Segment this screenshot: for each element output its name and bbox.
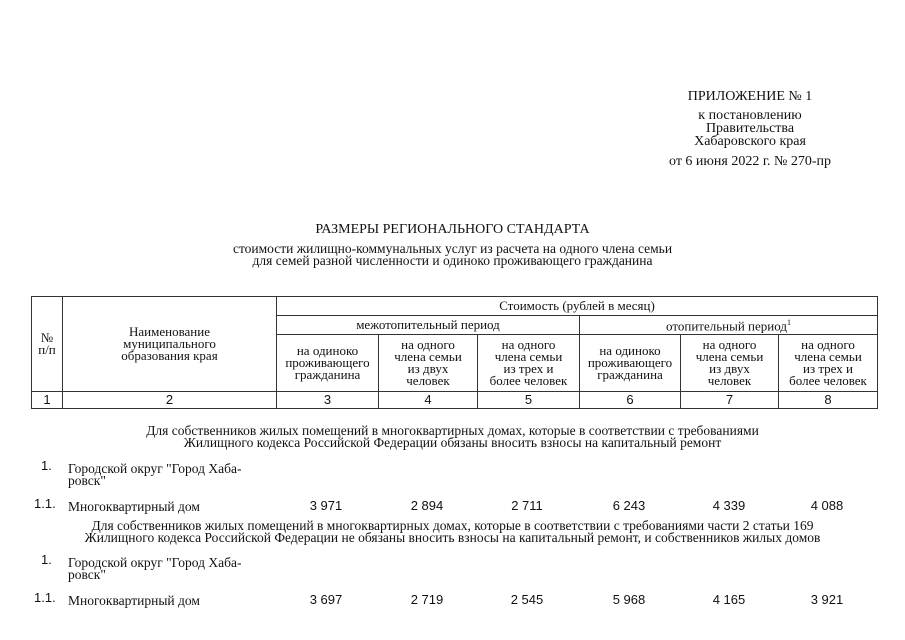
group-number: 1.	[41, 458, 52, 473]
group-name: Городской округ "Город Хаба- ровск"	[68, 555, 242, 582]
sub-header-three: на одного члена семьи из трех и более человек	[478, 335, 580, 392]
value-cell: 2 719	[410, 592, 444, 607]
column-number: 8	[779, 392, 878, 409]
footnote-mark: 1	[786, 318, 791, 328]
column-number: 1	[32, 392, 63, 409]
value-cell: 3 921	[810, 592, 844, 607]
sub-header-single: на одиноко проживающего гражданина	[277, 335, 379, 392]
section-note: Для собственников жилых помещений в многоквартирных домах, которые в соответствии с требованиями части 2 статьи 169 Жилищного кодекса Российской Федерации не обязаны вносить взносы на капитальный ремонт, и собственников жилых домов	[84, 518, 821, 545]
value-cell: 3 697	[309, 592, 343, 607]
sub-header-single: на одиноко проживающего гражданина	[580, 335, 681, 392]
column-number: 6	[580, 392, 681, 409]
document-subtitle: стоимости жилищно-коммунальных услуг из расчета на одного члена семьи для семей разной численности и одиноко проживающего гражданина	[232, 241, 673, 268]
group-name: Городской округ "Город Хаба- ровск"	[68, 461, 242, 488]
value-cell: 5 968	[612, 592, 646, 607]
value-cell: 2 711	[511, 498, 543, 513]
column-number: 3	[277, 392, 379, 409]
col-name-header: Наименование муниципального образования края	[63, 297, 277, 392]
column-number: 4	[379, 392, 478, 409]
cost-table-header	[31, 296, 878, 409]
column-number: 2	[63, 392, 277, 409]
sub-header-two: на одного члена семьи из двух человек	[681, 335, 779, 392]
row-name: Многоквартирный дом	[68, 499, 200, 514]
row-number: 1.1.	[34, 496, 56, 511]
cost-header: Стоимость (рублей в месяц)	[277, 297, 878, 316]
decree-reference: к постановлению Правительства Хабаровского края	[694, 108, 806, 149]
value-cell: 4 088	[810, 498, 844, 513]
column-number: 7	[681, 392, 779, 409]
row-number: 1.1.	[34, 590, 56, 605]
value-cell: 4 165	[712, 592, 746, 607]
value-cell: 6 243	[612, 498, 646, 513]
row-name: Многоквартирный дом	[68, 593, 200, 608]
section-note: Для собственников жилых помещений в многоквартирных домах, которые в соответствии с требованиями Жилищного кодекса Российской Федерации обязаны вносить взносы на капитальный ремонт	[146, 423, 759, 450]
appendix-title: ПРИЛОЖЕНИЕ № 1	[687, 89, 813, 104]
value-cell: 4 339	[712, 498, 746, 513]
col-num-header: № п/п	[32, 297, 63, 392]
value-cell: 2 545	[510, 592, 544, 607]
column-number: 5	[478, 392, 580, 409]
sub-header-three: на одного члена семьи из трех и более человек	[779, 335, 878, 392]
document-title: РАЗМЕРЫ РЕГИОНАЛЬНОГО СТАНДАРТА	[315, 222, 590, 237]
period-inter-header: межотопительный период	[277, 316, 580, 335]
sub-header-two: на одного члена семьи из двух человек	[379, 335, 478, 392]
decree-date: от 6 июня 2022 г. № 270-пр	[669, 154, 831, 169]
period-heating-header: отопительный период$^1$	[580, 316, 878, 335]
group-number: 1.	[41, 552, 52, 567]
value-cell: 3 971	[309, 498, 343, 513]
value-cell: 2 894	[410, 498, 444, 513]
